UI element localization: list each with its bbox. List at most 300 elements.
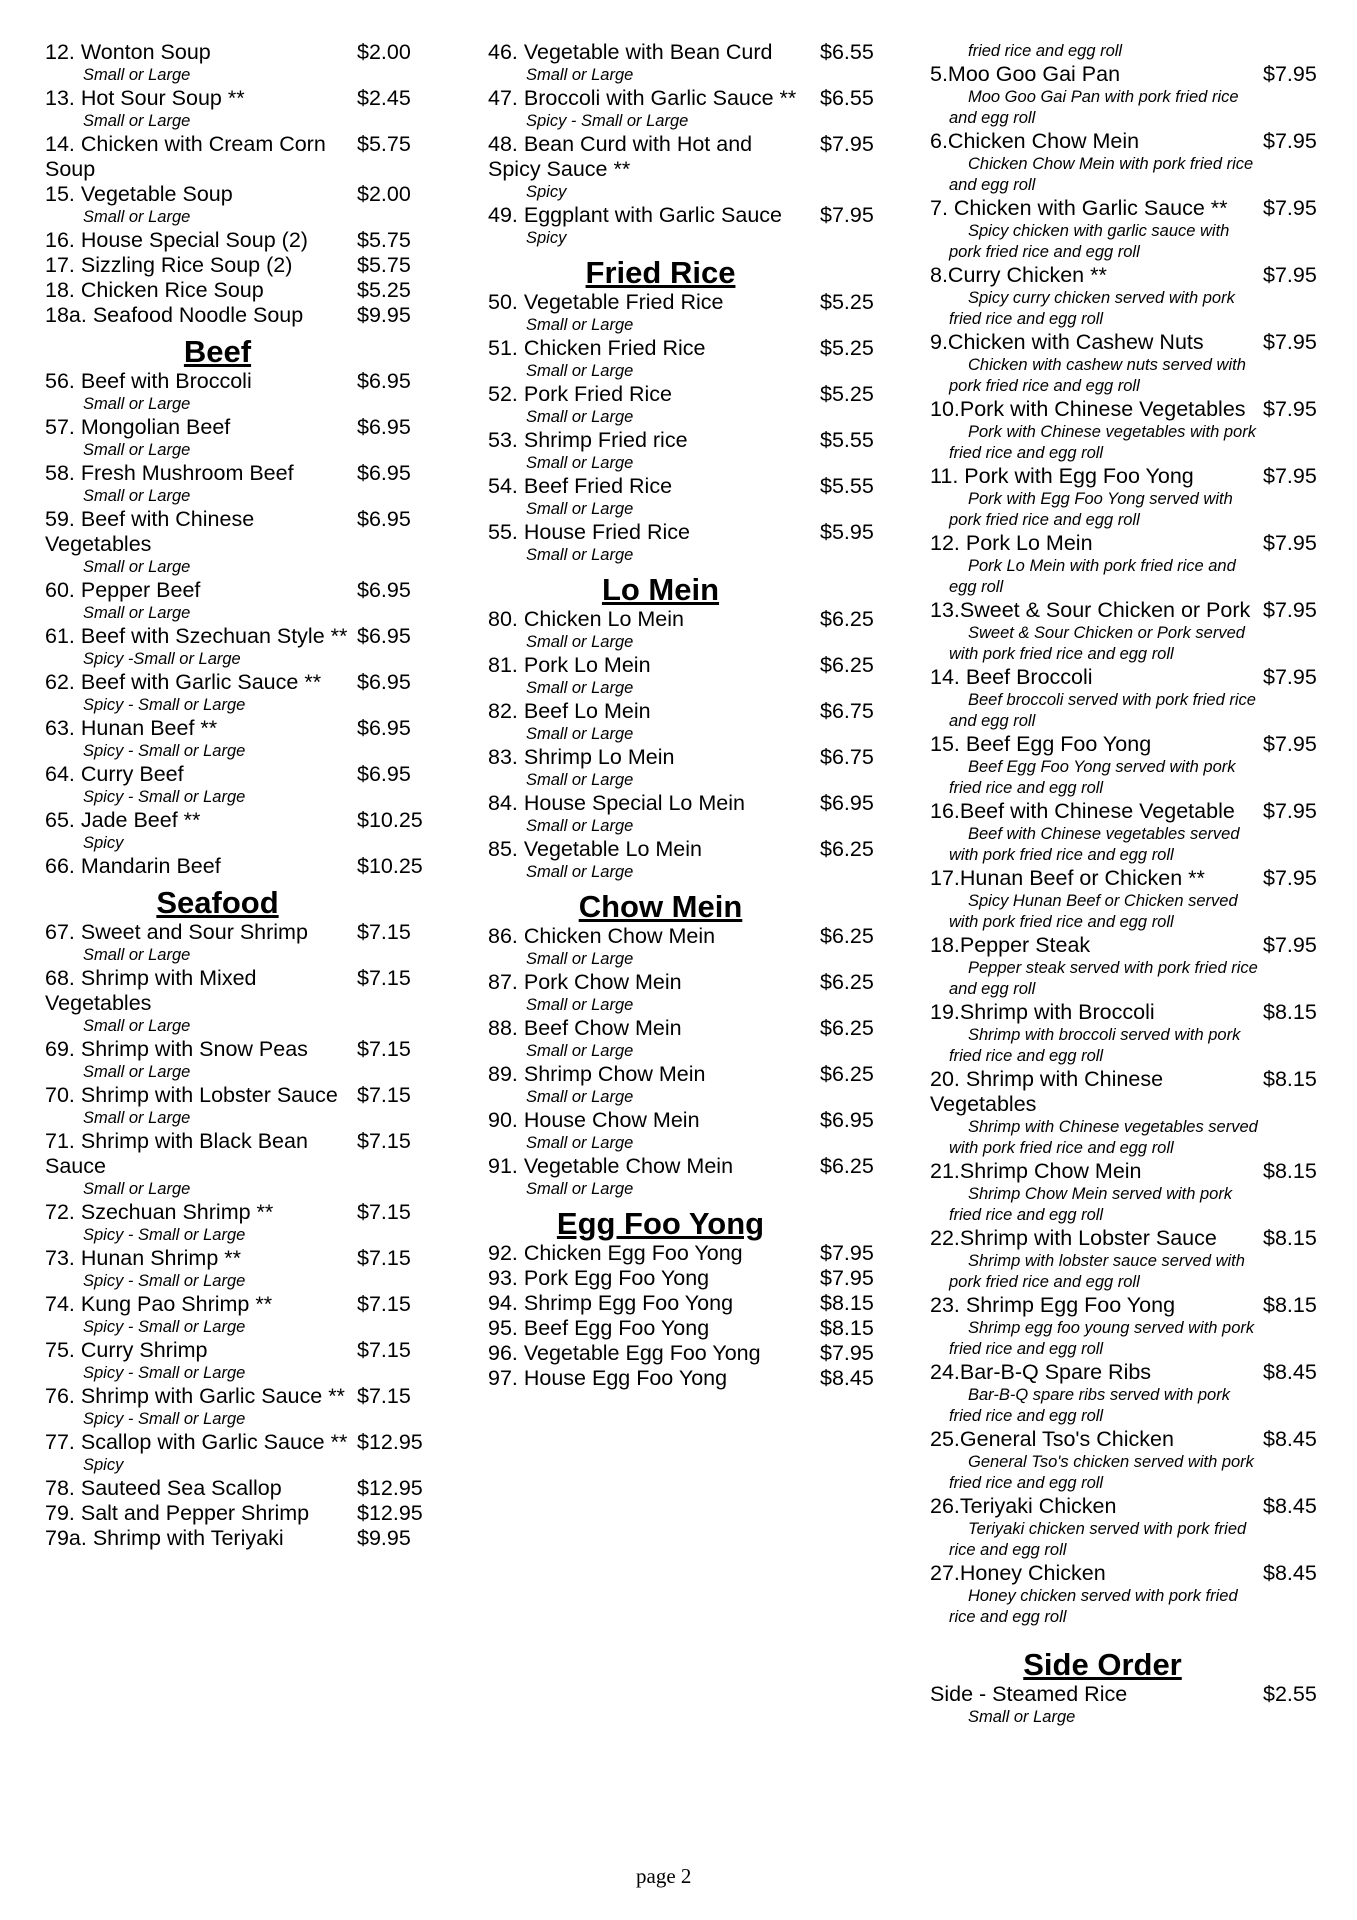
menu-item-name: 10.Pork with Chinese Vegetables [930,397,1246,421]
menu-item [930,531,1330,598]
menu-item [930,464,1330,531]
menu-item-note: Small or Large [526,1134,634,1152]
menu-item-price: $6.25 [820,970,874,994]
menu-item-price: $5.95 [820,520,874,544]
menu-item-name: 77. Scallop with Garlic Sauce ** [45,1430,348,1454]
menu-item-row [45,1501,425,1526]
menu-item-name: 47. Broccoli with Garlic Sauce ** [488,86,797,110]
menu-item-row [45,762,425,787]
menu-item-row [488,40,883,65]
menu-item-description: Spicy curry chicken served with pork fried rice and egg roll [949,289,1235,328]
menu-item [45,966,425,1037]
menu-item-name: 26.Teriyaki Chicken [930,1494,1117,1518]
menu-item [488,86,883,132]
section-heading: Side Order [1023,1647,1182,1682]
menu-item-name: 51. Chicken Fried Rice [488,336,706,360]
menu-item-row [930,866,1330,891]
menu-item-price: $7.15 [357,1200,411,1224]
menu-item-name: 24.Bar-B-Q Spare Ribs [930,1360,1152,1384]
menu-item-description: Shrimp egg foo young served with pork fried rice and egg roll [949,1319,1255,1358]
menu-item [930,330,1330,397]
menu-item [488,837,883,883]
menu-item-row [930,263,1330,288]
menu-item-price: $6.25 [820,924,874,948]
menu-item-price: $8.15 [820,1291,874,1315]
menu-item [488,924,883,970]
menu-item-note: Spicy - Small or Large [526,112,689,130]
menu-item-name: 14. Chicken with Cream Corn Soup [45,132,326,181]
menu-item-row [488,1341,883,1366]
menu-item-price: $5.25 [820,290,874,314]
menu-item-price: $6.25 [820,1016,874,1040]
menu-item-note: Spicy - Small or Large [83,1272,246,1290]
menu-item-price: $7.95 [1263,196,1317,220]
menu-item-name: 46. Vegetable with Bean Curd [488,40,773,64]
menu-item-price: $8.45 [1263,1360,1317,1384]
menu-item-price: $7.95 [1263,933,1317,957]
menu-item-price: $7.15 [357,920,411,944]
menu-item-price: $6.95 [357,415,411,439]
menu-item-note: Small or Large [526,66,634,84]
menu-item-name: 23. Shrimp Egg Foo Yong [930,1293,1176,1317]
menu-item-price: $8.45 [1263,1494,1317,1518]
section-heading: Chow Mein [578,889,743,924]
menu-item-note: Small or Large [526,679,634,697]
menu-item-price: $2.45 [357,86,411,110]
menu-item-name: 87. Pork Chow Mein [488,970,682,994]
menu-item-note: Spicy - Small or Large [83,1410,246,1428]
menu-item-name: 53. Shrimp Fried rice [488,428,688,452]
menu-item-price: $7.95 [1263,330,1317,354]
menu-item [930,263,1330,330]
menu-item-price: $6.25 [820,1062,874,1086]
menu-item-price: $5.55 [820,474,874,498]
menu-item-note: Spicy - Small or Large [83,742,246,760]
menu-item-price: $5.75 [357,253,411,277]
menu-item-row [930,1226,1330,1251]
menu-item-row [930,1293,1330,1318]
menu-item-row [45,1246,425,1271]
menu-item-row [45,1083,425,1108]
menu-item [488,474,883,520]
menu-item-price: $6.25 [820,607,874,631]
menu-item-row [45,578,425,603]
menu-item-name: Side - Steamed Rice [930,1682,1128,1706]
menu-item-price: $6.95 [357,670,411,694]
menu-item-name: 91. Vegetable Chow Mein [488,1154,734,1178]
menu-item-row [488,1016,883,1041]
menu-item-price: $7.15 [357,1384,411,1408]
menu-item-description: Bar-B-Q spare ribs served with pork fried rice and egg roll [949,1386,1230,1425]
menu-item-note: Spicy [83,834,124,852]
menu-item-price: $8.15 [820,1316,874,1340]
menu-item [45,1129,425,1200]
section-heading: Seafood [156,885,279,920]
menu-item-note: Small or Large [526,454,634,472]
menu-item-name: 96. Vegetable Egg Foo Yong [488,1341,761,1365]
menu-item-row [930,1427,1330,1452]
menu-item-name: 70. Shrimp with Lobster Sauce [45,1083,338,1107]
menu-item-name: 12. Pork Lo Mein [930,531,1093,555]
menu-item-row [488,1154,883,1179]
menu-item-note: Spicy - Small or Large [83,1318,246,1336]
menu-item-name: 19.Shrimp with Broccoli [930,1000,1155,1024]
menu-item [488,203,883,249]
menu-item-name: 80. Chicken Lo Mein [488,607,684,631]
menu-item-note: Small or Large [526,996,634,1014]
menu-item [488,1154,883,1200]
menu-item-note: Small or Large [526,1180,634,1198]
menu-item-name: 97. House Egg Foo Yong [488,1366,728,1390]
menu-item-description: Spicy Hunan Beef or Chicken served with pork fried rice and egg roll [949,892,1238,931]
menu-item-name: 68. Shrimp with Mixed Vegetables [45,966,257,1015]
menu-item-row [930,933,1330,958]
menu-item-name: 59. Beef with Chinese Vegetables [45,507,255,556]
item-description: fried rice and egg roll [968,42,1123,60]
menu-item [45,1430,425,1476]
menu-item-row [45,86,425,111]
menu-column-middle [488,40,883,1391]
menu-item-price: $7.95 [1263,799,1317,823]
menu-item-description: Spicy chicken with garlic sauce with pork fried rice and egg roll [949,222,1230,261]
menu-item-note: Small or Large [526,500,634,518]
menu-item-price: $7.95 [1263,598,1317,622]
menu-item-price: $7.15 [357,1037,411,1061]
menu-item-description: Shrimp with lobster sauce served with pork fried rice and egg roll [949,1252,1245,1291]
menu-item-price: $7.95 [820,132,874,156]
menu-item-name: 69. Shrimp with Snow Peas [45,1037,308,1061]
menu-item-name: 9.Chicken with Cashew Nuts [930,330,1204,354]
menu-item-price: $7.95 [1263,129,1317,153]
menu-item-row [488,745,883,770]
menu-item-name: 14. Beef Broccoli [930,665,1093,689]
menu-item-note: Small or Large [83,558,191,576]
menu-item-row [45,1037,425,1062]
menu-item-note: Small or Large [83,946,191,964]
menu-item-price: $7.95 [1263,397,1317,421]
menu-item-row [930,1494,1330,1519]
menu-column-right [930,44,1330,1728]
menu-item-name: 62. Beef with Garlic Sauce ** [45,670,322,694]
menu-item [930,1293,1330,1360]
menu-item-note: Small or Large [83,66,191,84]
menu-item [930,1427,1330,1494]
menu-item-price: $2.00 [357,40,411,64]
menu-item-row [488,1316,883,1341]
menu-item-row [488,86,883,111]
menu-item-price: $6.95 [357,578,411,602]
menu-item-row [488,520,883,545]
menu-item-name: 7. Chicken with Garlic Sauce ** [930,196,1228,220]
menu-item [488,970,883,1016]
menu-item-name: 73. Hunan Shrimp ** [45,1246,241,1270]
menu-item-price: $5.55 [820,428,874,452]
menu-item-note: Small or Large [526,408,634,426]
menu-item [930,1494,1330,1561]
menu-item [488,132,883,203]
menu-item-row [45,415,425,440]
menu-item-name: 49. Eggplant with Garlic Sauce [488,203,782,227]
menu-item-price: $6.95 [357,762,411,786]
menu-item-description: Teriyaki chicken served with pork fried rice and egg roll [949,1520,1247,1559]
menu-item [488,290,883,336]
menu-item-name: 64. Curry Beef [45,762,184,786]
menu-item-name: 71. Shrimp with Black Bean Sauce [45,1129,308,1178]
menu-item [930,665,1330,732]
menu-item-name: 54. Beef Fried Rice [488,474,673,498]
menu-item-note: Small or Large [83,112,191,130]
menu-item-row [45,182,425,207]
menu-item-row [488,336,883,361]
menu-item-price: $2.55 [1263,1682,1317,1706]
menu-item-row [488,1108,883,1133]
menu-item-row [930,732,1330,757]
menu-item-price: $7.95 [1263,732,1317,756]
menu-item-note: Small or Large [526,362,634,380]
menu-item-price: $7.95 [820,1341,874,1365]
menu-item-name: 5.Moo Goo Gai Pan [930,62,1121,86]
menu-item [45,808,425,854]
menu-item [488,40,883,86]
menu-item-price: $12.95 [357,1476,423,1500]
menu-item-price: $6.75 [820,699,874,723]
menu-item-row [488,1062,883,1087]
menu-item-description: Shrimp Chow Mein served with pork fried rice and egg roll [949,1185,1233,1224]
menu-item-note: Small or Large [83,1180,191,1198]
menu-item [45,369,425,415]
menu-item-price: $7.95 [1263,263,1317,287]
menu-item-row [930,464,1330,489]
menu-item-name: 50. Vegetable Fried Rice [488,290,724,314]
menu-item-row [45,1430,425,1455]
menu-item-name: 21.Shrimp Chow Mein [930,1159,1142,1183]
menu-item-note: Small or Large [83,395,191,413]
menu-item [45,1338,425,1384]
menu-item-name: 13.Sweet & Sour Chicken or Pork [930,598,1251,622]
menu-item-note: Small or Large [526,950,634,968]
menu-item-price: $9.95 [357,1526,411,1550]
menu-item-name: 60. Pepper Beef [45,578,201,602]
menu-item-note: Spicy - Small or Large [83,696,246,714]
menu-item-name: 22.Shrimp with Lobster Sauce [930,1226,1217,1250]
menu-item-price: $6.95 [357,461,411,485]
page-number: page 2 [636,1864,692,1888]
menu-item-note: Small or Large [83,1109,191,1127]
menu-item [45,86,425,132]
menu-item [45,507,425,578]
menu-item-row [488,290,883,315]
menu-item [488,520,883,566]
menu-item [45,278,425,303]
menu-item [45,253,425,278]
menu-item-price: $7.95 [1263,665,1317,689]
menu-item-price: $6.95 [820,1108,874,1132]
menu-item-name: 79a. Shrimp with Teriyaki [45,1526,284,1550]
menu-item-price: $7.15 [357,966,411,990]
menu-item [45,1292,425,1338]
section-heading: Beef [183,334,252,369]
menu-item-name: 17.Hunan Beef or Chicken ** [930,866,1205,890]
menu-item-row [488,132,883,182]
menu-item-row [488,1291,883,1316]
menu-item-description: Chicken Chow Mein with pork fried rice and egg roll [949,155,1254,194]
menu-item-price: $7.15 [357,1129,411,1153]
menu-item-name: 48. Bean Curd with Hot and Spicy Sauce ** [488,132,753,181]
menu-item-row [930,196,1330,221]
menu-item-name: 67. Sweet and Sour Shrimp [45,920,308,944]
menu-item-price: $9.95 [357,303,411,327]
menu-item [45,624,425,670]
menu-item-name: 11. Pork with Egg Foo Yong [930,464,1194,488]
menu-item-name: 94. Shrimp Egg Foo Yong [488,1291,734,1315]
menu-item [45,40,425,86]
menu-item [488,1016,883,1062]
menu-item-name: 17. Sizzling Rice Soup (2) [45,253,293,277]
menu-item-note: Small or Large [83,1063,191,1081]
menu-item [488,1266,883,1291]
menu-item-name: 92. Chicken Egg Foo Yong [488,1241,743,1265]
menu-item-name: 57. Mongolian Beef [45,415,231,439]
menu-item [45,1476,425,1501]
menu-item-name: 72. Szechuan Shrimp ** [45,1200,274,1224]
menu-item [45,132,425,182]
menu-item-price: $6.25 [820,653,874,677]
menu-item-row [45,461,425,486]
menu-item-name: 18. Chicken Rice Soup [45,278,264,302]
menu-item [930,397,1330,464]
menu-item-note: Small or Large [526,633,634,651]
menu-item [488,336,883,382]
menu-item [930,1159,1330,1226]
menu-item-price: $7.15 [357,1246,411,1270]
menu-item-description: Pepper steak served with pork fried rice and egg roll [949,959,1258,998]
menu-item-row [930,1159,1330,1184]
menu-item-row [930,1682,1330,1707]
menu-item-price: $6.95 [820,791,874,815]
menu-item-row [488,1266,883,1291]
menu-item [45,762,425,808]
menu-item-row [45,369,425,394]
menu-item [488,745,883,791]
menu-item-name: 20. Shrimp with Chinese Vegetables [930,1067,1164,1116]
menu-item-name: 66. Mandarin Beef [45,854,221,878]
menu-item-name: 58. Fresh Mushroom Beef [45,461,294,485]
menu-item-price: $8.45 [820,1366,874,1390]
menu-item-price: $6.95 [357,507,411,531]
menu-item-price: $6.25 [820,1154,874,1178]
menu-item-row [488,1366,883,1391]
menu-item [930,799,1330,866]
menu-item-price: $7.15 [357,1292,411,1316]
menu-item-name: 85. Vegetable Lo Mein [488,837,702,861]
menu-item-price: $5.25 [820,382,874,406]
menu-item-price: $6.95 [357,716,411,740]
menu-item [488,1062,883,1108]
section-heading: Fried Rice [585,255,736,290]
menu-item-description: Honey chicken served with pork fried rice and egg roll [949,1587,1238,1626]
menu-item-description: Pork Lo Mein with pork fried rice and egg roll [949,557,1236,596]
menu-item-price: $7.15 [357,1083,411,1107]
menu-item-price: $8.15 [1263,1000,1317,1024]
menu-item-row [45,303,425,328]
menu-item-name: 55. House Fried Rice [488,520,690,544]
menu-item-price: $5.75 [357,132,411,156]
menu-item-note: Spicy [526,229,567,247]
menu-item [930,129,1330,196]
menu-item-note: Small or Large [83,208,191,226]
menu-item-row [488,924,883,949]
menu-item [930,866,1330,933]
menu-item-row [488,970,883,995]
menu-item [930,1682,1330,1728]
menu-item-note: Small or Large [526,316,634,334]
menu-item-row [930,799,1330,824]
menu-item-row [930,397,1330,422]
menu-item-price: $10.25 [357,808,423,832]
menu-item-row [488,607,883,632]
menu-item-note: Spicy - Small or Large [83,1364,246,1382]
menu-item [45,854,425,879]
menu-item-note: Small or Large [526,546,634,564]
menu-item [45,1246,425,1292]
menu-item-price: $6.25 [820,837,874,861]
menu-item-price: $7.95 [1263,62,1317,86]
menu-item-name: 18.Pepper Steak [930,933,1091,957]
menu-item-price: $7.95 [1263,531,1317,555]
menu-item-price: $5.75 [357,228,411,252]
menu-item-description: Chicken with cashew nuts served with pork fried rice and egg roll [949,356,1246,395]
menu-item-name: 90. House Chow Mein [488,1108,700,1132]
menu-item-note: Small or Large [526,863,634,881]
menu-item-row [488,791,883,816]
menu-item [930,1226,1330,1293]
menu-item-name: 82. Beef Lo Mein [488,699,651,723]
menu-item-row [45,716,425,741]
menu-item-price: $12.95 [357,1501,423,1525]
menu-item-row [930,330,1330,355]
section-heading: Lo Mein [601,572,720,607]
menu-item [488,791,883,837]
menu-item-note: Small or Large [968,1708,1076,1726]
menu-item [45,578,425,624]
menu-item-row [45,1129,425,1179]
menu-item [930,598,1330,665]
menu-item [930,1360,1330,1427]
menu-item-description: Beef with Chinese vegetables served with pork fried rice and egg roll [949,825,1240,864]
menu-item-name: 93. Pork Egg Foo Yong [488,1266,710,1290]
menu-item-row [45,228,425,253]
menu-item-price: $10.25 [357,854,423,878]
menu-item-price: $5.25 [820,336,874,360]
menu-item-name: 56. Beef with Broccoli [45,369,252,393]
menu-item-price: $5.25 [357,278,411,302]
menu-item [930,1561,1330,1628]
menu-item [488,382,883,428]
menu-item [45,228,425,253]
menu-item-name: 25.General Tso's Chicken [930,1427,1174,1451]
menu-item [45,1526,425,1551]
menu-item-name: 74. Kung Pao Shrimp ** [45,1292,273,1316]
menu-item [45,461,425,507]
menu-item-row [488,653,883,678]
menu-item-description: Pork with Egg Foo Yong served with pork fried rice and egg roll [949,490,1233,529]
menu-item [488,428,883,474]
menu-item-note: Spicy - Small or Large [83,1226,246,1244]
menu-item-price: $6.75 [820,745,874,769]
menu-item-row [45,132,425,182]
menu-item [488,653,883,699]
menu-item-name: 84. House Special Lo Mein [488,791,745,815]
